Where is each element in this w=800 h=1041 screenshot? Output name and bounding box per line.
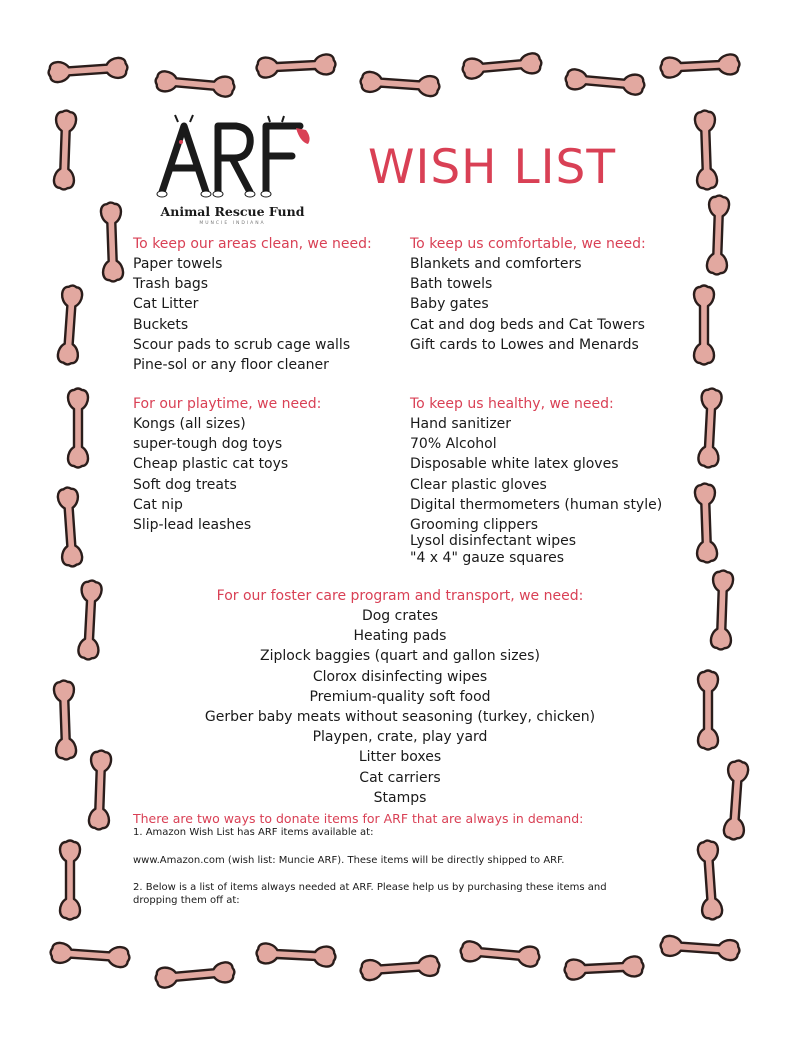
- list-item: Scour pads to scrub cage walls: [133, 336, 351, 353]
- list-item: 70% Alcohol: [410, 436, 497, 453]
- list-item: Disposable white latex gloves: [410, 456, 619, 473]
- logo-location: MUNCIE INDIANA: [199, 221, 266, 226]
- dog-bone-icon: [707, 195, 730, 275]
- dog-bone-icon: [695, 483, 718, 563]
- dog-bone-icon: [565, 69, 645, 96]
- dog-bone-icon: [697, 840, 722, 920]
- list-item: Buckets: [133, 316, 189, 333]
- dog-bone-icon: [54, 110, 77, 190]
- list-item: Digital thermometers (human style): [410, 496, 663, 513]
- section-foster: [0, 586, 800, 808]
- list-item: Grooming clippers: [410, 516, 539, 533]
- list-item: Blankets and comforters: [410, 256, 582, 272]
- page-title: WISH LIST: [368, 140, 617, 195]
- section-heading: To keep our areas clean, we need:: [133, 236, 372, 252]
- list-item: Stamps: [373, 789, 427, 806]
- donate-heading: There are two ways to donate items for ARF that are always in demand:: [133, 811, 584, 826]
- dog-bone-icon: [155, 962, 235, 989]
- list-item: Clorox disinfecting wipes: [312, 668, 488, 685]
- dog-bone-icon: [155, 71, 235, 98]
- list-item: Lysol disinfectant wipes: [410, 533, 577, 549]
- list-item: Cat and dog beds and Cat Towers: [410, 316, 645, 333]
- list-item: Gift cards to Lowes and Menards: [410, 336, 639, 353]
- list-item: Playpen, crate, play yard: [312, 729, 488, 746]
- dog-bone-icon: [57, 487, 82, 567]
- section-clean: [133, 234, 372, 375]
- section-heading: To keep us comfortable, we need:: [410, 236, 646, 252]
- list-item: super-tough dog toys: [133, 436, 283, 453]
- dog-bone-icon: [660, 54, 740, 78]
- section-health: [410, 394, 662, 535]
- list-item: Trash bags: [133, 276, 209, 293]
- dog-bone-icon: [48, 57, 128, 82]
- dog-bone-icon: [360, 955, 440, 980]
- list-item: Litter boxes: [358, 749, 442, 766]
- dog-bone-icon: [68, 389, 88, 468]
- donate-amazon-line: www.Amazon.com (wish list: Muncie ARF). These items will be directly shipped to ARF.: [133, 854, 565, 866]
- list-item: Soft dog treats: [133, 476, 237, 493]
- list-item: Slip-lead leashes: [133, 516, 252, 533]
- donate-line-1: 1. Amazon Wish List has ARF items available at:: [133, 827, 374, 838]
- donation-info: [133, 811, 673, 907]
- list-item: Cat carriers: [359, 769, 441, 786]
- list-item: Kongs (all sizes): [133, 416, 246, 432]
- list-item: Pine-sol or any floor cleaner: [133, 356, 329, 373]
- list-item: Clear plastic gloves: [410, 476, 547, 493]
- list-item: Heating pads: [353, 628, 447, 645]
- list-item: Dog crates: [361, 608, 439, 624]
- section-heading: For our foster care program and transport, we need:: [216, 588, 584, 604]
- list-item: Cat Litter: [133, 296, 199, 313]
- dog-bone-icon: [50, 942, 130, 967]
- list-item: Ziplock baggies (quart and gallon sizes): [260, 648, 540, 665]
- list-item: Gerber baby meats without seasoning (turkey, chicken): [204, 708, 596, 725]
- arf-letters-art: [150, 112, 315, 204]
- dog-bone-icon: [462, 53, 542, 80]
- list-item: Baby gates: [410, 296, 489, 313]
- donate-line-2: 2. Below is a list of items always needed at ARF. Please help us by purchasing these items and: [133, 882, 607, 893]
- list-item: Cheap plastic cat toys: [133, 456, 289, 473]
- logo-org-name: Animal Rescue Fund: [160, 204, 305, 219]
- dog-bone-icon: [256, 943, 336, 967]
- section-heading: To keep us healthy, we need:: [410, 396, 614, 412]
- dog-bone-icon: [101, 202, 124, 282]
- section-comfort: [410, 234, 646, 355]
- list-item: Premium-quality soft food: [309, 688, 491, 705]
- dog-bone-icon: [360, 71, 440, 96]
- dog-bone-icon: [660, 935, 740, 960]
- list-item: Hand sanitizer: [410, 416, 512, 432]
- dog-bone-icon: [60, 841, 80, 920]
- donate-line-3: dropping them off at:: [133, 894, 240, 906]
- section-play: [133, 394, 321, 535]
- dog-bone-icon: [460, 941, 540, 968]
- dog-bone-icon: [695, 110, 718, 190]
- dog-bone-icon: [256, 54, 336, 78]
- arf-logo: [150, 112, 315, 226]
- section-heading: For our playtime, we need:: [133, 396, 322, 412]
- dog-bone-icon: [564, 956, 644, 980]
- list-item: "4 x 4" gauze squares: [410, 550, 565, 566]
- dog-bone-icon: [57, 285, 82, 365]
- list-item: Cat nip: [133, 496, 183, 513]
- section-health-extra: [410, 533, 576, 567]
- dog-bone-icon: [694, 286, 714, 365]
- list-item: Bath towels: [410, 276, 493, 293]
- dog-bone-icon: [698, 388, 722, 468]
- list-item: Paper towels: [133, 256, 223, 272]
